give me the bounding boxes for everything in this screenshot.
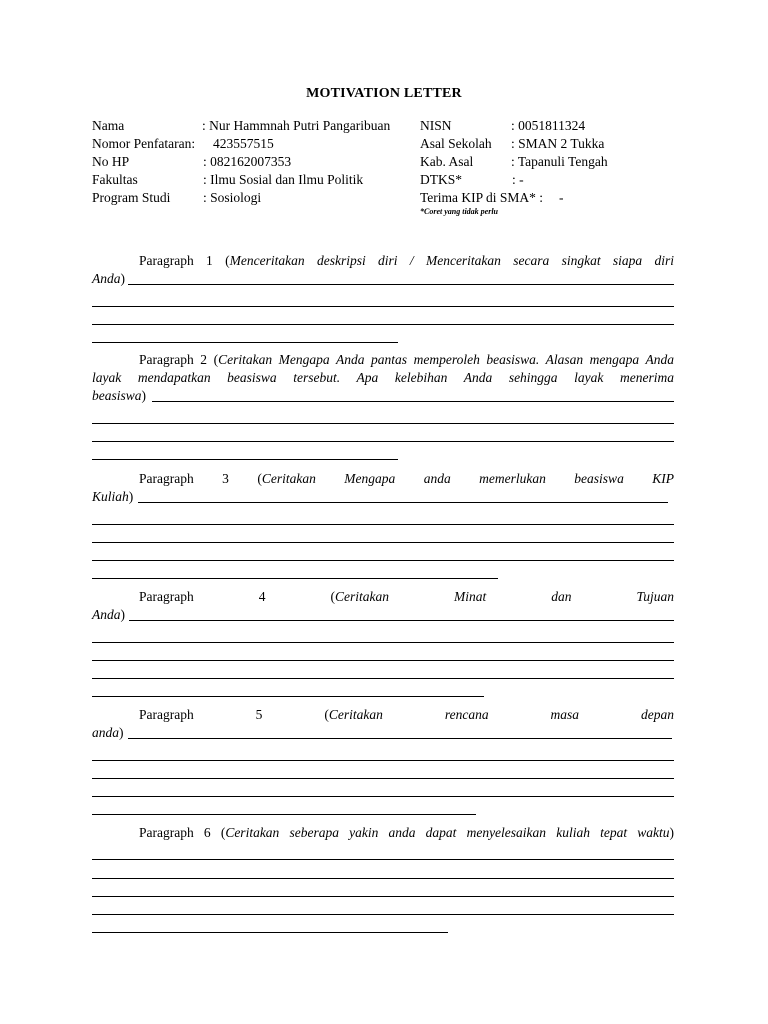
- paragraph-1: [92, 252, 674, 343]
- field-nisn: [420, 117, 680, 135]
- prompt-text: Ceritakan rencana masa depan: [328, 707, 674, 722]
- prompt-text: Menceritakan deskripsi diri / Menceritakan secara singkat siapa diri: [229, 253, 675, 268]
- field-label: DTKS*: [420, 172, 463, 187]
- answer-line[interactable]: [138, 488, 668, 503]
- field-terima-kip: [420, 189, 680, 207]
- answer-line[interactable]: [92, 897, 674, 915]
- prompt-text: Ceritakan Mengapa Anda pantas memperoleh beasiswa. Alasan mengapa Anda: [218, 352, 674, 367]
- field-value: : Sosiologi: [203, 190, 262, 205]
- field-nomor-pendaftaran: [92, 135, 412, 153]
- open-paren: (: [220, 825, 226, 840]
- answer-line[interactable]: [92, 679, 484, 697]
- answer-line[interactable]: [92, 915, 448, 933]
- field-label: Asal Sekolah: [420, 136, 492, 151]
- field-value: : Nur Hammnah Putri Pangaribuan: [202, 118, 391, 133]
- close-paren: ): [669, 825, 675, 840]
- field-kab-asal: [420, 153, 680, 171]
- field-program-studi: [92, 189, 412, 207]
- field-no-hp: [92, 153, 412, 171]
- answer-line[interactable]: [92, 842, 674, 860]
- answer-line[interactable]: [92, 742, 674, 760]
- open-paren: (: [213, 352, 219, 367]
- open-paren: (: [257, 471, 262, 486]
- field-value: : 0051811324: [511, 118, 586, 133]
- prompt-text: Ceritakan Mengapa anda memerlukan beasiswa KIP: [261, 471, 674, 486]
- prompt-text-cont: Kuliah: [92, 489, 129, 505]
- applicant-info-right: [420, 117, 680, 207]
- prompt-text-cont: Anda: [92, 271, 121, 287]
- field-value: : 082162007353: [203, 154, 292, 169]
- paragraph-prompt: [92, 252, 674, 270]
- field-dtks: [420, 171, 680, 189]
- prompt-text: Ceritakan Minat dan Tujuan: [334, 589, 674, 604]
- answer-line[interactable]: [92, 543, 674, 561]
- paragraph-4: [92, 588, 674, 697]
- answer-line[interactable]: [92, 525, 674, 543]
- answer-line[interactable]: [92, 879, 674, 897]
- prompt-text: Ceritakan seberapa yakin anda dapat menyelesaikan kuliah tepat waktu: [225, 825, 670, 840]
- prompt-text-cont: layak mendapatkan beasiswa tersebut. Apa kelebihan Anda sehingga layak menerima: [92, 370, 674, 386]
- paragraph-2: [92, 351, 674, 460]
- page-title: MOTIVATION LETTER: [306, 86, 462, 101]
- paragraph-prompt: [92, 706, 674, 724]
- close-paren: ): [128, 489, 134, 505]
- field-value: : Tapanuli Tengah: [511, 154, 608, 169]
- answer-line[interactable]: [92, 761, 674, 779]
- answer-line[interactable]: [92, 624, 674, 642]
- paragraph-label: Paragraph 2: [139, 352, 208, 367]
- open-paren: (: [225, 253, 230, 268]
- prompt-text-cont: anda: [92, 725, 119, 741]
- prompt-text-cont: beasiswa: [92, 388, 142, 404]
- close-paren: ): [141, 388, 147, 404]
- paragraph-prompt: [92, 351, 674, 369]
- paragraph-label: Paragraph 1: [139, 253, 213, 268]
- answer-line[interactable]: [92, 424, 674, 442]
- paragraph-label: Paragraph 6: [139, 825, 211, 840]
- paragraph-6: [92, 824, 674, 933]
- field-label: Fakultas: [92, 172, 138, 187]
- paragraph-prompt-cont: [92, 369, 674, 387]
- field-value: 423557515: [213, 136, 274, 151]
- paragraph-label: Paragraph 5: [139, 707, 263, 722]
- answer-line[interactable]: [92, 661, 674, 679]
- footnote: *Coret yang tidak perlu: [420, 207, 499, 216]
- answer-line[interactable]: [128, 724, 672, 739]
- open-paren: (: [330, 589, 335, 604]
- field-nama: [92, 117, 412, 135]
- field-label: Terima KIP di SMA* :: [420, 190, 544, 205]
- answer-line[interactable]: [92, 325, 398, 343]
- answer-line[interactable]: [92, 860, 674, 878]
- answer-line[interactable]: [92, 506, 674, 524]
- answer-line[interactable]: [92, 307, 674, 325]
- field-value: : Ilmu Sosial dan Ilmu Politik: [203, 172, 364, 187]
- field-asal-sekolah: [420, 135, 680, 153]
- answer-line[interactable]: [129, 606, 674, 621]
- answer-line[interactable]: [92, 442, 398, 460]
- field-fakultas: [92, 171, 412, 189]
- field-label: Nomor Penfataran:: [92, 136, 196, 151]
- close-paren: ): [120, 607, 125, 623]
- field-value: -: [559, 190, 564, 205]
- paragraph-label: Paragraph 4: [139, 589, 266, 604]
- answer-line[interactable]: [92, 797, 476, 815]
- answer-line[interactable]: [92, 643, 674, 661]
- answer-line[interactable]: [152, 387, 674, 402]
- field-label: NISN: [420, 118, 452, 133]
- paragraph-5: [92, 706, 674, 815]
- answer-line[interactable]: [92, 561, 498, 579]
- field-label: Program Studi: [92, 190, 171, 205]
- close-paren: ): [120, 271, 125, 287]
- answer-line[interactable]: [92, 288, 674, 306]
- prompt-text-cont: Anda: [92, 607, 121, 623]
- close-paren: ): [119, 725, 124, 741]
- field-label: No HP: [92, 154, 130, 169]
- paragraph-prompt: [92, 470, 674, 488]
- field-value: : -: [512, 172, 524, 187]
- field-label: Kab. Asal: [420, 154, 474, 169]
- answer-line[interactable]: [128, 270, 674, 285]
- paragraph-3: [92, 470, 674, 579]
- field-value: : SMAN 2 Tukka: [511, 136, 605, 151]
- paragraph-prompt: [92, 588, 674, 606]
- paragraph-label: Paragraph 3: [139, 471, 229, 486]
- open-paren: (: [324, 707, 329, 722]
- answer-line[interactable]: [92, 406, 674, 424]
- applicant-info-left: [92, 117, 412, 207]
- paragraph-prompt: [92, 824, 674, 842]
- answer-line[interactable]: [92, 779, 674, 797]
- field-label: Nama: [92, 118, 125, 133]
